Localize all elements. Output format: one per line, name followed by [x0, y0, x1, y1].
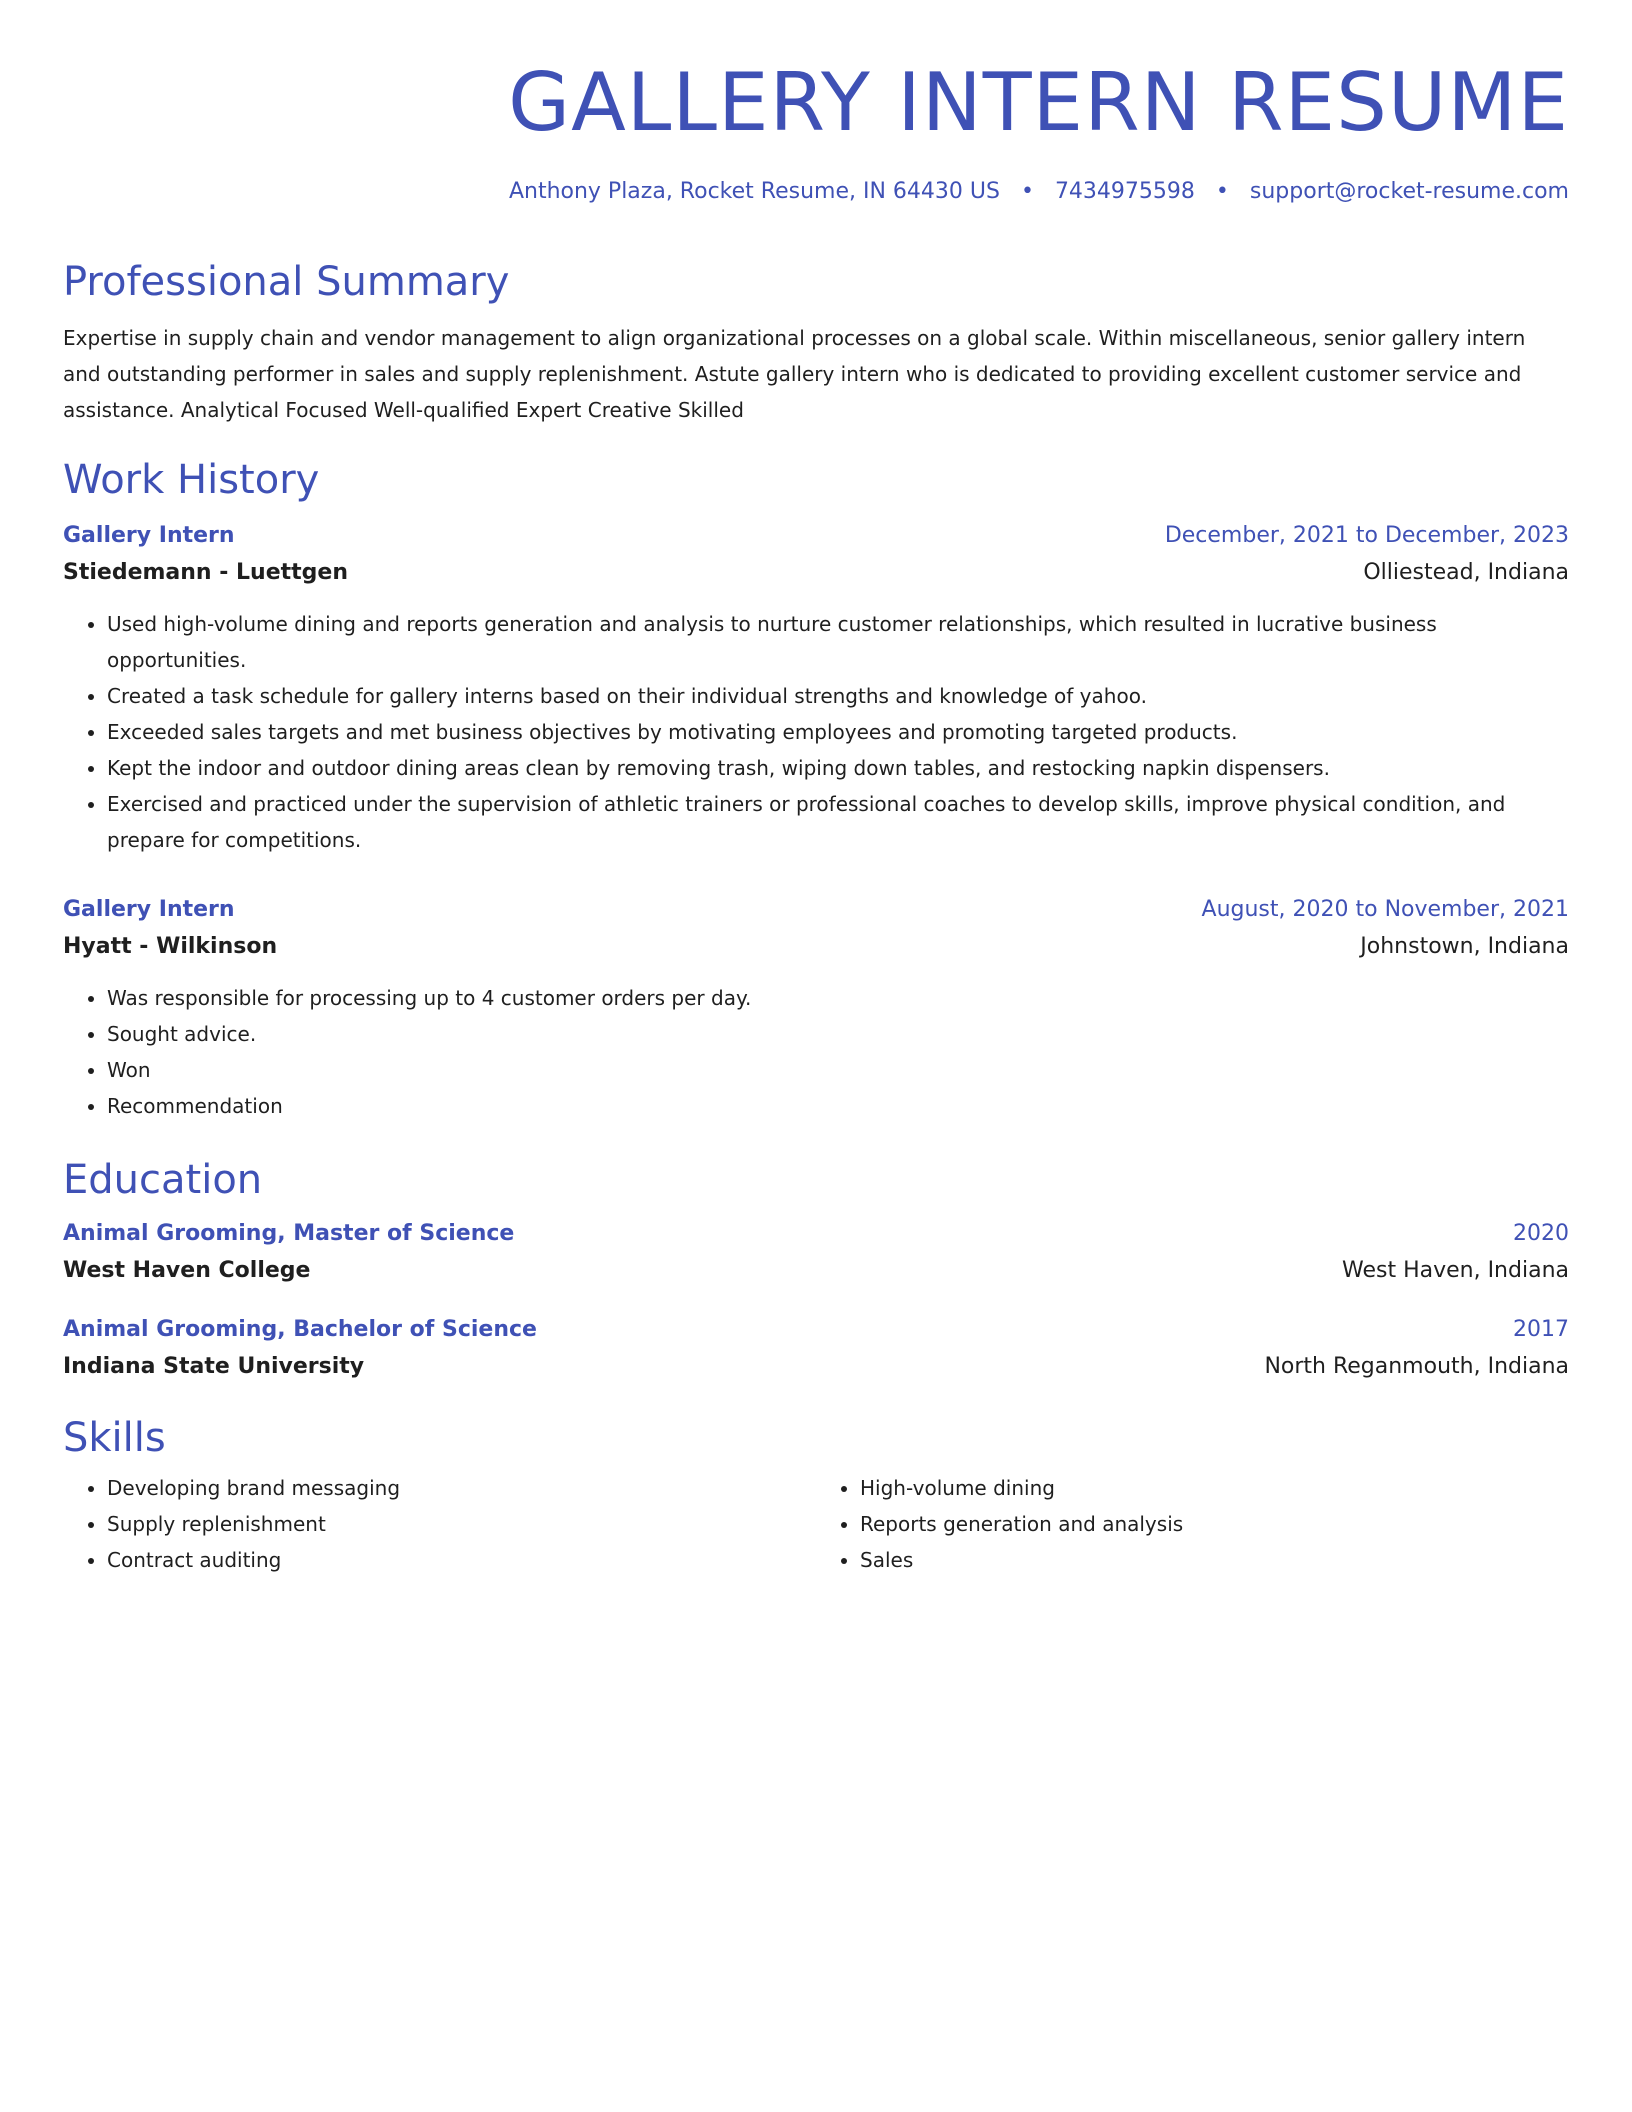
education-heading: Education: [63, 1157, 263, 1203]
skill-item: • Developing brand messaging: [107, 1470, 816, 1506]
job-dates: August, 2020 to November, 2021: [1201, 897, 1569, 922]
job-company: Hyatt - Wilkinson: [63, 934, 278, 959]
education-entry: [63, 1216, 1569, 1290]
education-school: Indiana State University: [63, 1354, 365, 1379]
contact-separator: •: [1215, 179, 1229, 204]
skills-column-left: [63, 1470, 816, 1578]
list-item: • Sought advice.: [107, 1016, 1569, 1052]
education-degree: Animal Grooming, Master of Science: [63, 1221, 515, 1246]
list-item: • Exceeded sales targets and met business objectives by motivating employees and promoting targeted products.: [107, 714, 1569, 750]
job-location: Olliestead, Indiana: [1363, 560, 1569, 585]
job-bullets: [63, 980, 1569, 1124]
education-year: 2020: [1513, 1221, 1569, 1246]
skills-column-right: [816, 1470, 1569, 1578]
list-item: • Kept the indoor and outdoor dining areas clean by removing trash, wiping down tables, and restocking napkin dispensers.: [107, 750, 1569, 786]
skill-item: • Sales: [860, 1542, 1569, 1578]
skill-item: • Contract auditing: [107, 1542, 816, 1578]
page-title: GALLERY INTERN RESUME: [508, 56, 1569, 149]
education-school: West Haven College: [63, 1258, 311, 1283]
contact-phone: 7434975598: [1054, 179, 1195, 204]
contact-line: [63, 176, 1569, 208]
work-history-heading: Work History: [63, 457, 320, 503]
list-item: • Recommendation: [107, 1088, 1569, 1124]
skills-list: [63, 1470, 1569, 1578]
list-item: • Exercised and practiced under the supervision of athletic trainers or professional coaches to develop skills, improve physical condition, and prepare for competitions.: [107, 786, 1569, 858]
skill-item: • Reports generation and analysis: [860, 1506, 1569, 1542]
education-year: 2017: [1513, 1317, 1569, 1342]
list-item: • Used high-volume dining and reports generation and analysis to nurture customer relationships, which resulted in lucrative business opportunities.: [107, 606, 1569, 678]
job-role: Gallery Intern: [63, 897, 235, 922]
skills-heading: Skills: [63, 1415, 166, 1461]
job-dates: December, 2021 to December, 2023: [1164, 523, 1569, 548]
job-entry: [63, 518, 1569, 858]
education-entry: [63, 1312, 1569, 1386]
contact-separator: •: [1020, 179, 1034, 204]
job-bullets: [63, 606, 1569, 858]
job-location: Johnstown, Indiana: [1360, 934, 1569, 959]
job-entry: [63, 892, 1569, 1124]
contact-address: Anthony Plaza, Rocket Resume, IN 64430 US: [508, 179, 1000, 204]
skill-item: • Supply replenishment: [107, 1506, 816, 1542]
resume-header: [63, 48, 1569, 208]
list-item: • Was responsible for processing up to 4 customer orders per day.: [107, 980, 1569, 1016]
contact-email: support@rocket-resume.com: [1249, 179, 1569, 204]
education-location: West Haven, Indiana: [1341, 1258, 1569, 1283]
job-role: Gallery Intern: [63, 523, 235, 548]
job-company: Stiedemann - Luettgen: [63, 560, 349, 585]
list-item: • Created a task schedule for gallery interns based on their individual strengths and knowledge of yahoo.: [107, 678, 1569, 714]
summary-text: Expertise in supply chain and vendor management to align organizational processes on a global scale. Within miscellaneous, senior gallery intern and outstanding performer in sales and supply replenishment. Astute gallery intern who is dedicated to providing excellent customer service and assistance. Analytical Focused Well-qualified Expert Creative Skilled: [63, 326, 1526, 422]
education-degree: Animal Grooming, Bachelor of Science: [63, 1317, 537, 1342]
list-item: • Won: [107, 1052, 1569, 1088]
summary-heading: Professional Summary: [63, 259, 510, 305]
education-location: North Reganmouth, Indiana: [1264, 1354, 1569, 1379]
skill-item: • High-volume dining: [860, 1470, 1569, 1506]
